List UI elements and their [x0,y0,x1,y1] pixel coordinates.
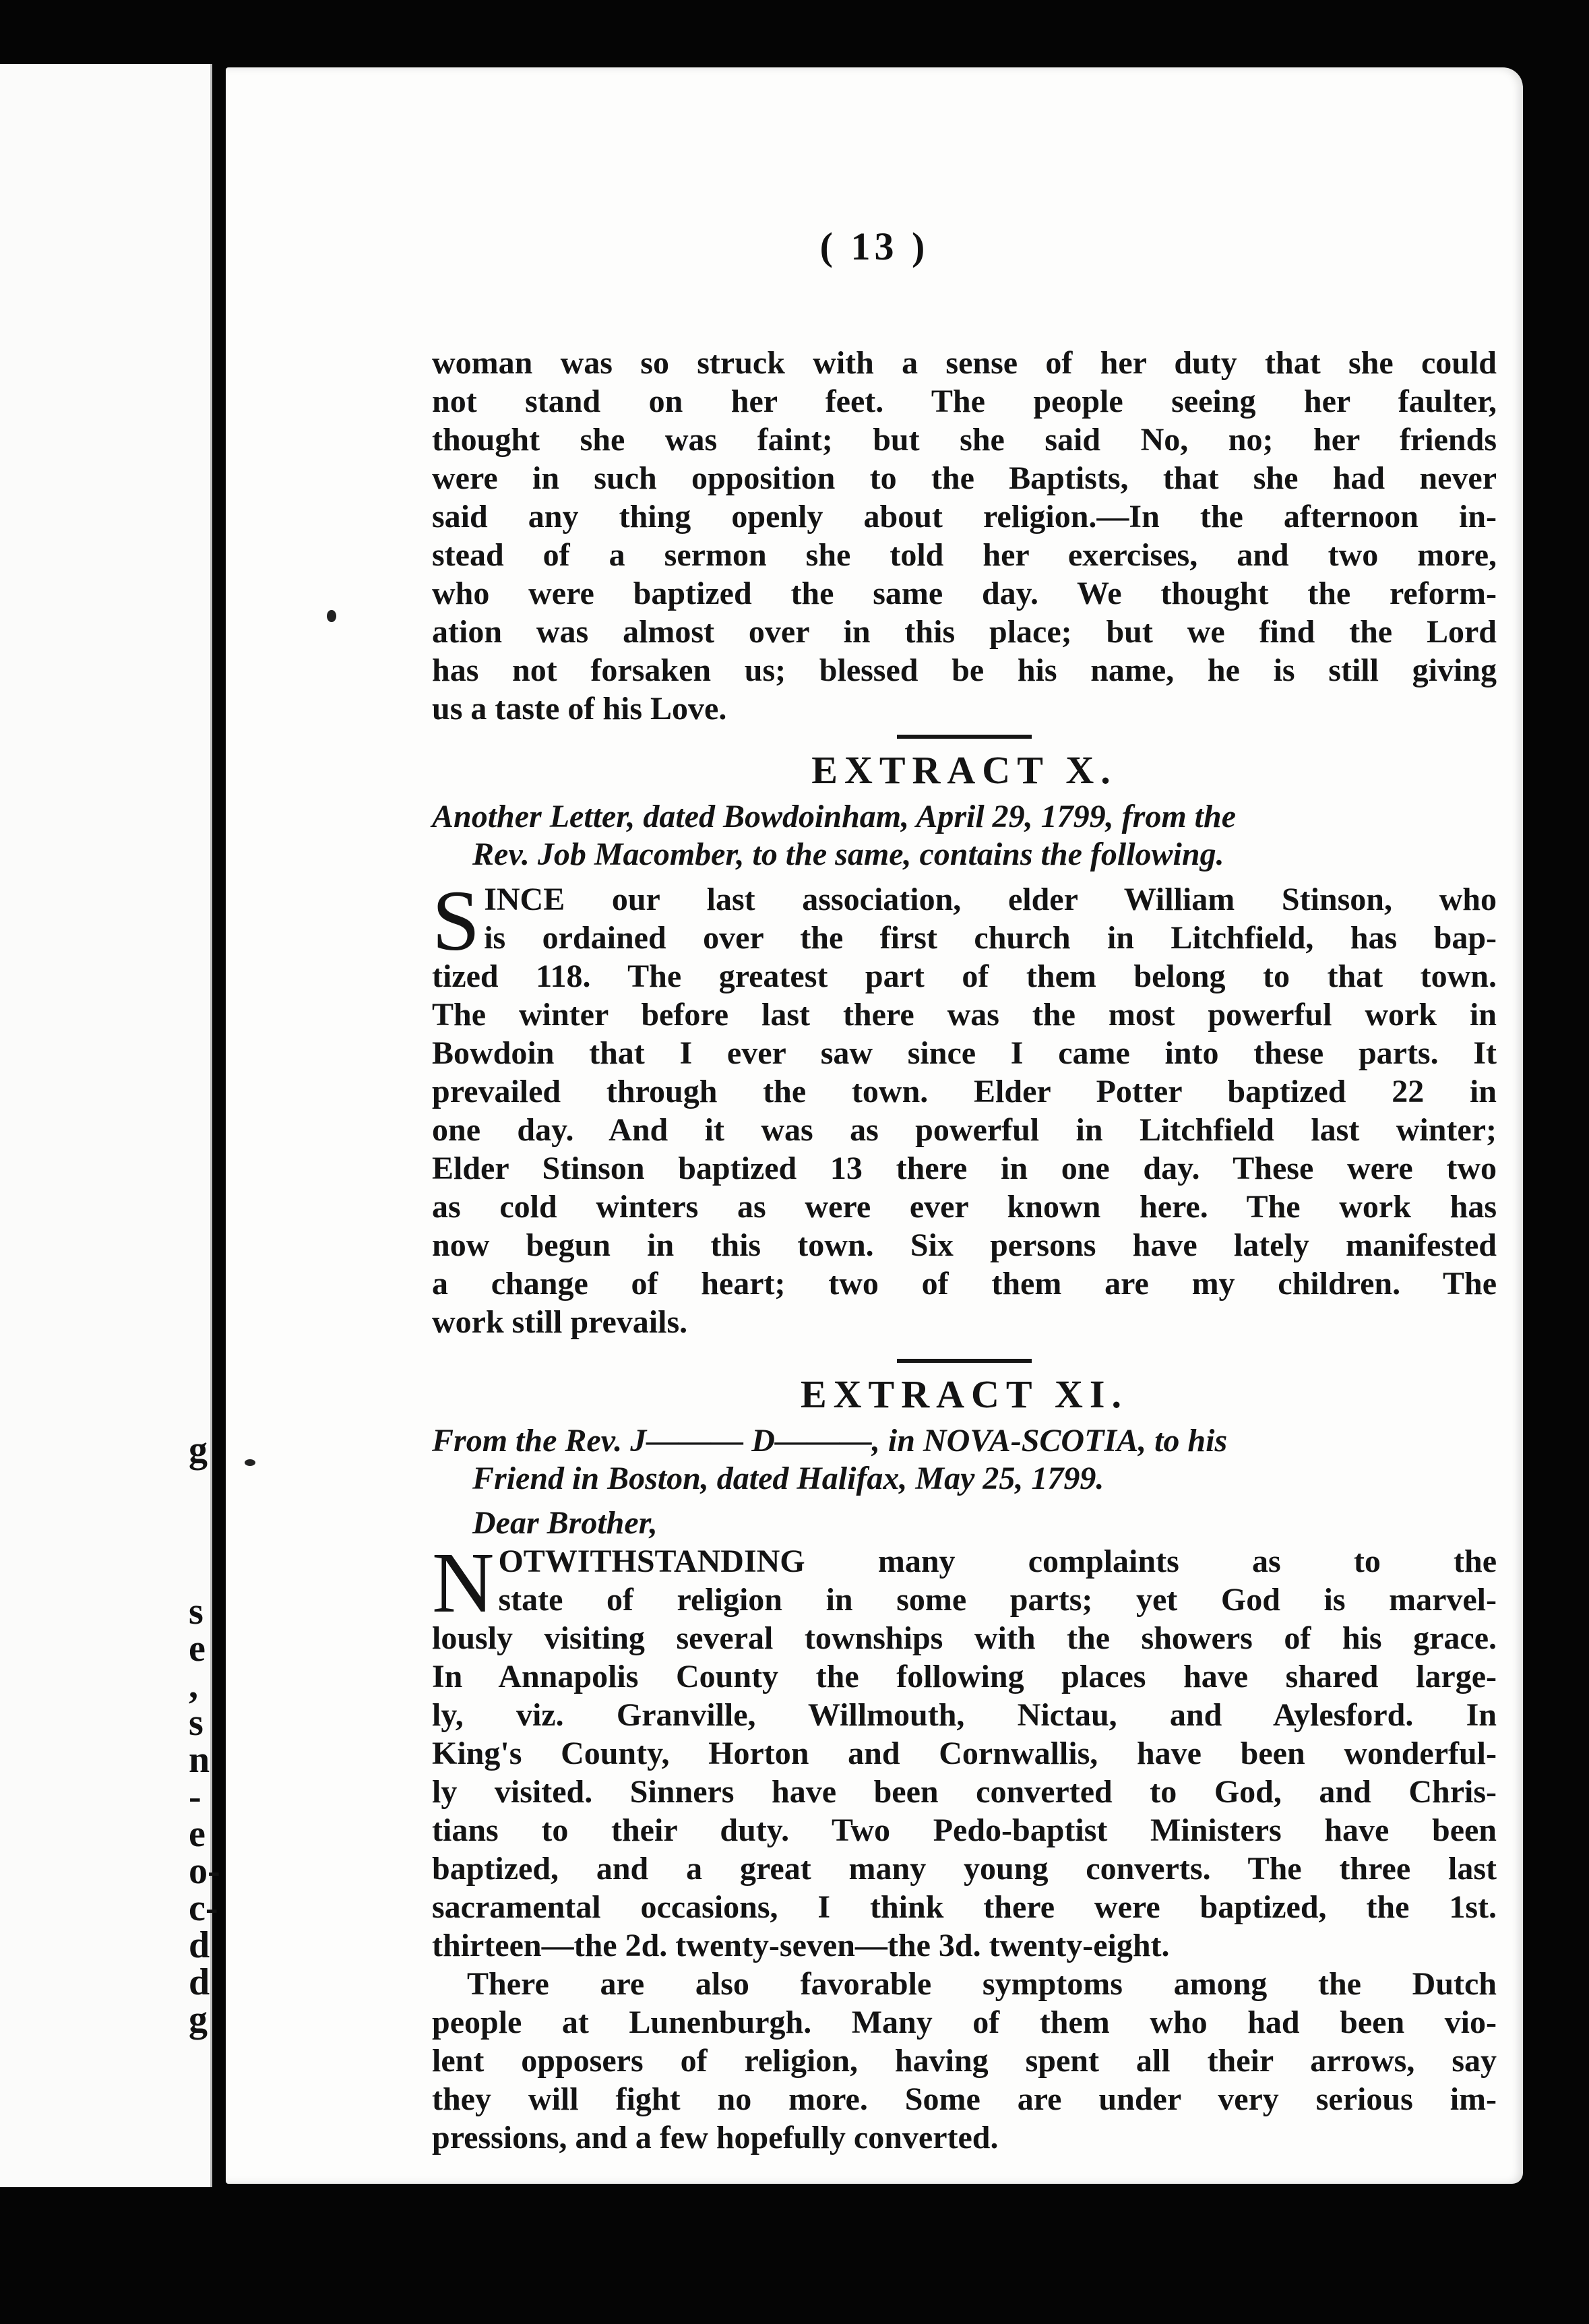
text-line: as cold winters as were ever known here. The work has [432,1189,1497,1225]
text-line: tians to their duty. Two Pedo-baptist Ministers have been [432,1812,1497,1848]
text-line: is ordained over the first church in Litchfield, has bap- [484,920,1497,956]
left-page-fragment: s [189,1591,204,1632]
text-line: INCE our last association, elder William Stinson, who [484,882,1497,917]
text-line: work still prevails. [432,1304,688,1340]
text-line: Bowdoin that I ever saw since I came into these parts. It [432,1035,1497,1071]
text-line: lent opposers of religion, having spent all their arrows, say [432,2043,1497,2079]
text-line: There are also favorable symptoms among the Dutch [467,1966,1497,2002]
closing-paragraph [432,1965,1497,2157]
text-line: woman was so struck with a sense of her duty that she could [432,345,1497,381]
text-line: pressions, and a few hopefully converted. [432,2120,999,2155]
left-page-fragment: s [189,1702,204,1744]
text-line: Elder Stinson baptized 13 there in one day. These were two [432,1151,1497,1186]
extract-x-paragraph [432,873,1497,1341]
extract-xi-intro [432,1422,1497,1498]
text-line: one day. And it was as powerful in Litchfield last winter; [432,1112,1497,1148]
extract-x-intro [432,798,1497,874]
left-page-fragment: c- [189,1887,218,1929]
left-page-fragment: o- [189,1850,220,1892]
text-line: stead of a sermon she told her exercises, and two more, [432,537,1497,573]
text-line: baptized, and a great many young converts. The three last [432,1851,1497,1887]
page-number: ( 13 ) [819,224,929,268]
drop-cap: N [432,1535,495,1630]
drop-cap: S [432,873,480,969]
left-page-fragment: d [189,1961,210,2003]
left-page-fragment: d [189,1924,210,1966]
left-page-fragment: g [189,1429,208,1471]
adjacent-page-edge [0,64,220,2187]
text-line: King's County, Horton and Cornwallis, have been wonderful- [432,1736,1497,1771]
text-line: The winter before last there was the most powerful work in [432,997,1497,1033]
text-line: a change of heart; two of them are my children. The [432,1266,1497,1302]
left-page-fragment: g [189,1998,208,2040]
extract-xi-heading: EXTRACT XI. [800,1372,1128,1416]
section-divider [897,735,1032,739]
left-page-fragment: e [189,1628,206,1670]
text-line: said any thing openly about religion.—In the afternoon in- [432,499,1497,534]
text-line: OTWITHSTANDING many complaints as to the [498,1543,1497,1579]
text-line: has not forsaken us; blessed be his name, he is still giving [432,652,1497,688]
text-line: state of religion in some parts; yet God is marvel- [498,1582,1497,1618]
left-page-fragment: - [189,1776,201,1818]
text-line: lously visiting several townships with the showers of his grace. [432,1620,1497,1656]
intro-line: From the Rev. J——— D———, in NOVA-SCOTIA, to his [432,1423,1228,1459]
extract-x-heading: EXTRACT X. [811,748,1117,792]
text-line: they will fight no more. Some are under very serious im- [432,2081,1497,2117]
text-line: who were baptized the same day. We thought the reform- [432,576,1497,611]
text-line: people at Lunenburgh. Many of them who had been vio- [432,2005,1497,2040]
section-divider [897,1359,1032,1363]
text-line: not stand on her feet. The people seeing her faulter, [432,384,1497,419]
text-line: sacramental occasions, I think there were baptized, the 1st. [432,1889,1497,1925]
intro-line: Another Letter, dated Bowdoinham, April 29, 1799, from the [432,799,1237,834]
left-page-fragment: n [189,1739,210,1781]
intro-line: Rev. Job Macomber, to the same, contains the following. [472,836,1224,872]
text-line: tized 118. The greatest part of them belong to that town. [432,958,1497,994]
extract-xi-paragraph [432,1535,1497,1965]
text-line: ly, viz. Granville, Willmouth, Nictau, and Aylesford. In [432,1697,1497,1733]
extract-xi-body [432,1535,1497,1965]
salutation: Dear Brother, [472,1505,658,1541]
page-body [432,222,1497,2157]
left-page-fragment: e [189,1813,206,1855]
ink-speck [327,610,336,622]
text-line: prevailed through the town. Elder Potter baptized 22 in [432,1074,1497,1109]
text-line: thirteen—the 2d. twenty-seven—the 3d. twenty-eight. [432,1928,1170,1963]
left-page-fragment: , [189,1665,198,1707]
text-line: thought she was faint; but she said No, no; her friends [432,422,1497,458]
text-line: In Annapolis County the following places have shared large- [432,1659,1497,1694]
ink-speck [245,1459,255,1466]
intro-line: Friend in Boston, dated Halifax, May 25, 1799. [472,1461,1104,1496]
text-line: were in such opposition to the Baptists, that she had never [432,460,1497,496]
text-line: us a taste of his Love. [432,691,727,727]
document-page [226,67,1523,2184]
text-line: now begun in this town. Six persons have lately manifested [432,1227,1497,1263]
opening-paragraph [432,344,1497,728]
text-line: ation was almost over in this place; but we find the Lord [432,614,1497,650]
extract-x-body [432,873,1497,1341]
text-line: ly visited. Sinners have been converted to God, and Chris- [432,1774,1497,1810]
